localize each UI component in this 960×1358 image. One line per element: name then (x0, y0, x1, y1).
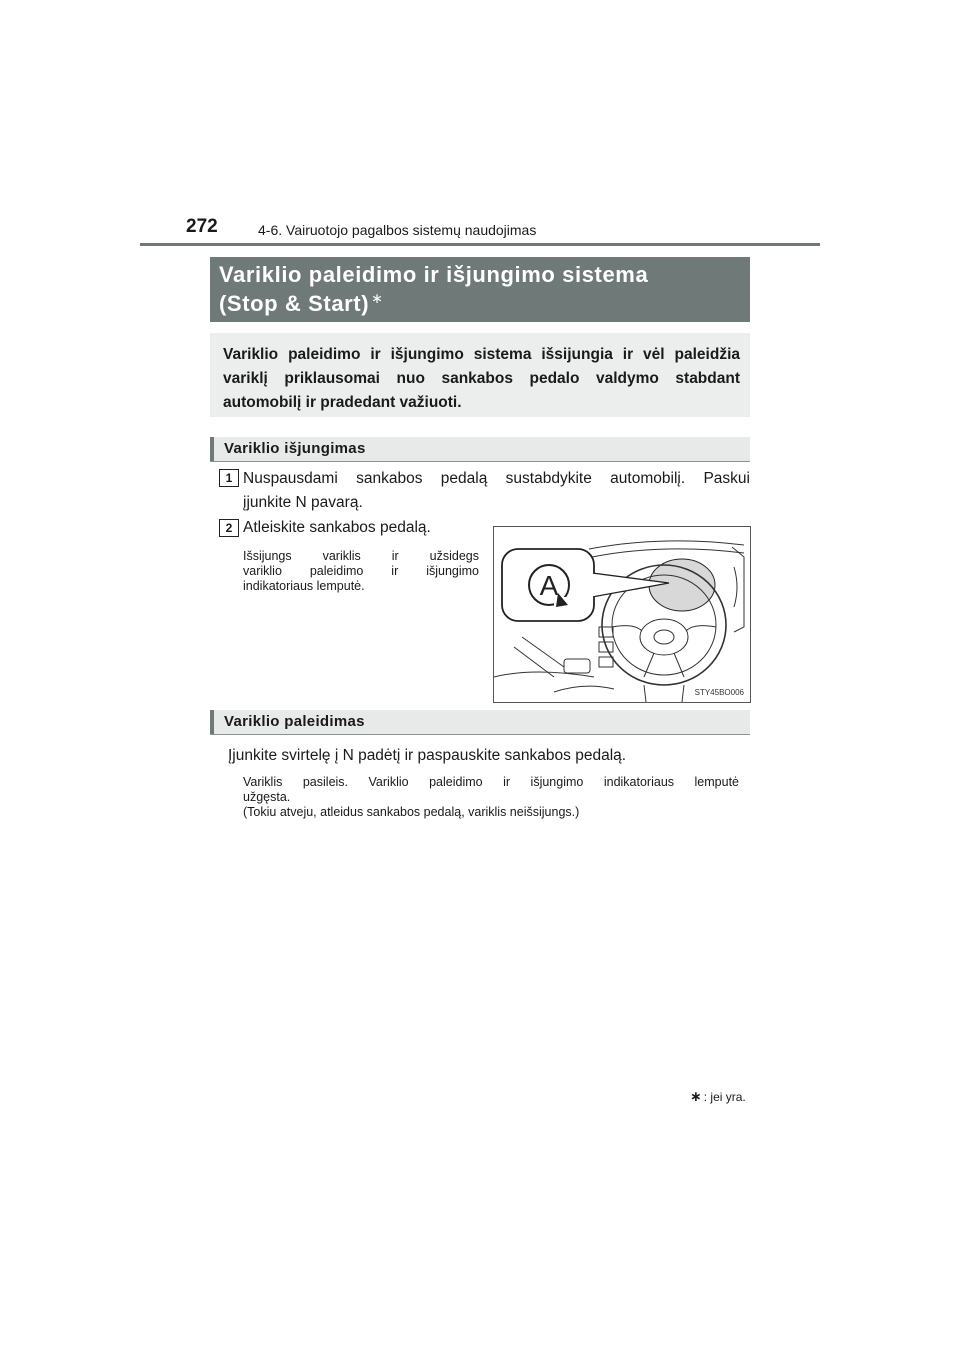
step-note-2-line3: indikatoriaus lemputė. (243, 579, 365, 593)
intro-box (210, 333, 750, 417)
page-title-line1: Variklio paleidimo ir išjungimo sistema (219, 262, 649, 287)
header-divider (140, 243, 820, 246)
start-instruction: Įjunkite svirtelę į N padėtį ir paspauskite sankabos pedalą. (228, 747, 627, 764)
step-note-2-line2: variklio paleidimo ir išjungimo (243, 564, 479, 578)
start-note-line3: (Tokiu atveju, atleidus sankabos pedalą, variklis neišsijungs.) (243, 805, 580, 819)
step-number-2: 2 (219, 519, 239, 537)
asterisk-marker: ∗ (371, 290, 384, 306)
footnote (690, 1088, 746, 1105)
start-note-line2: užgęsta. (243, 790, 291, 804)
subheader-accent-bar (210, 437, 214, 461)
page-number: 272 (186, 216, 218, 237)
start-note (243, 775, 739, 820)
subheader-engine-start (210, 710, 750, 735)
step-text-1-line2: įjunkite N pavarą. (243, 494, 363, 511)
step-number-1: 1 (219, 469, 239, 487)
subheader-accent-bar (210, 710, 214, 734)
step-text-1 (243, 467, 750, 515)
steering-wheel-drawing (494, 527, 750, 702)
step-text-1-line1: Nuspausdami sankabos pedalą sustabdykite automobilį. Paskui (243, 470, 750, 487)
intro-text: Variklio paleidimo ir išjungimo sistema išsijungia ir vėl paleidžia variklį priklausomai nuo sankabos pedalo valdymo stabdant automobilį ir pradedant važiuoti. (223, 346, 740, 411)
step-note-2-line1: Išsijungs variklis ir užsidegs (243, 549, 479, 563)
page-title-box (210, 257, 750, 322)
figure-code: STY45BO006 (694, 688, 744, 697)
callout-letter: A (539, 570, 559, 601)
footnote-marker: ∗ (690, 1088, 702, 1104)
step-text-2: Atleiskite sankabos pedalą. (243, 519, 431, 536)
section-title: 4-6. Vairuotojo pagalbos sistemų naudojimas (258, 222, 537, 238)
dashboard-illustration (493, 526, 751, 703)
subheader-label: Variklio išjungimas (224, 440, 366, 457)
start-note-line1: Variklis pasileis. Variklio paleidimo ir išjungimo indikatoriaus lemputė (243, 775, 739, 789)
subheader-label: Variklio paleidimas (224, 713, 365, 730)
footnote-text: : jei yra. (703, 1090, 746, 1104)
page-title-line2 (219, 290, 384, 317)
page-title-line2-text: (Stop & Start) (219, 291, 370, 316)
subheader-engine-stop (210, 437, 750, 462)
step-note-2 (243, 549, 479, 594)
